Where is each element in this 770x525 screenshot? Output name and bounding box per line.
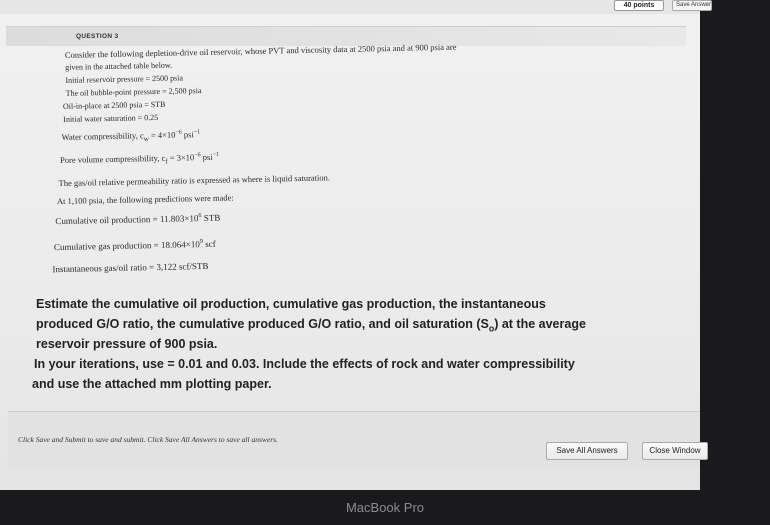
pore-compressibility: Pore volume compressibility, $c_f = 3\times 10^{-6}$ psi$^{-1}$ (59, 151, 219, 166)
points-badge: 40 points (614, 0, 664, 11)
water-compressibility: Water compressibility, $c_w = 4\times 10^{-6}$ psi$^{-1}$ (61, 129, 201, 143)
predictions-intro: At 1,100 psia, the following predictions were made: (56, 192, 234, 207)
initial-pressure: Initial reservoir pressure = 2500 psia (65, 73, 184, 85)
submit-footer (8, 411, 700, 467)
oil-in-place: Oil-in-place at 2500 psia = STB (62, 99, 166, 111)
intro-line-2: given in the attached table below. (65, 60, 173, 72)
intro-line-1: Consider the following depletion-drive oil reservoir, whose PVT and viscosity data at 2500 psia and at 900 psia are (64, 41, 457, 60)
bubble-point: The oil bubble-point pressure = 2,500 psia (65, 86, 202, 98)
device-bezel-label: MacBook Pro (345, 500, 425, 515)
task-line-1: Estimate the cumulative oil production, cumulative gas production, the instantaneous (36, 297, 546, 311)
task-line-3: reservoir pressure of 900 psia. (36, 337, 218, 351)
relperm-line: The gas/oil relative permeability ratio is expressed as where is liquid saturation. (58, 172, 331, 189)
question-label: QUESTION 3 (76, 33, 119, 40)
instantaneous-gor: Instantaneous gas/oil ratio = 3,122 scf/STB (52, 260, 209, 275)
water-saturation: Initial water saturation = 0.25 (63, 112, 159, 124)
save-answer-button[interactable]: Save Answer (672, 0, 712, 11)
close-window-button[interactable]: Close Window (642, 442, 708, 460)
task-line-2: produced G/O ratio, the cumulative produced G/O ratio, and oil saturation $(S_o)$ at the average (36, 317, 586, 334)
task-line-4: In your iterations, use = 0.01 and 0.03. Include the effects of rock and water compressibility (34, 357, 575, 371)
footer-instructions: Click Save and Submit to save and submit. Click Save All Answers to save all answers. (18, 435, 278, 444)
save-all-answers-button[interactable]: Save All Answers (546, 442, 628, 460)
task-line-5: and use the attached mm plotting paper. (32, 377, 272, 391)
cumulative-oil: Cumulative oil production = $11.803\times 10^6$ STB (55, 212, 221, 227)
cumulative-gas: Cumulative gas production = $18.064\times 10^9$ scf (53, 238, 216, 253)
